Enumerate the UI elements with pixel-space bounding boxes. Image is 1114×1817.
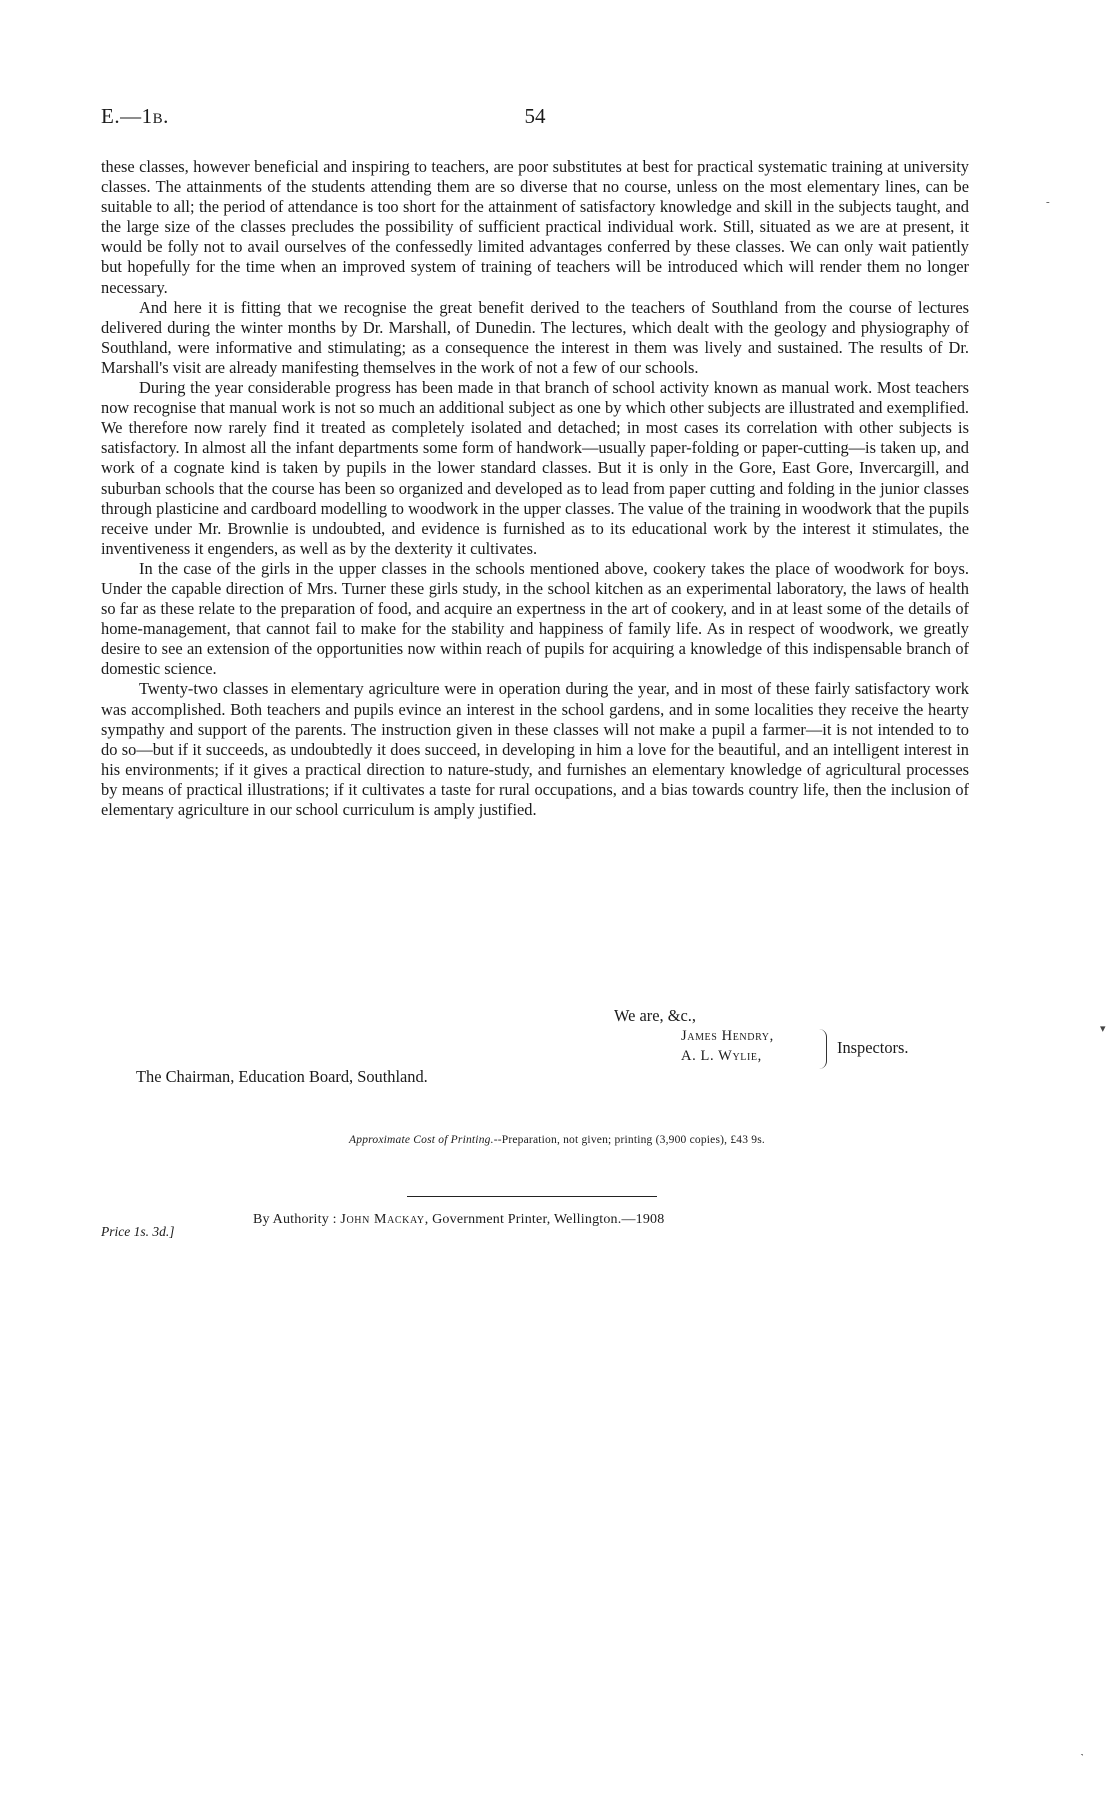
scan-speck: ˺	[1080, 1752, 1084, 1764]
printing-cost-label: Approximate Cost of Printing.	[349, 1134, 494, 1146]
paragraph: During the year considerable progress has been made in that branch of school activity known as manual work. Most teachers now recognise that manual work is not so much an additional subject as one by which other subjects are illustrated and exemplified. We therefore now rarely find it treated as completely isolated and detached; in most cases its correlation with other subjects is satisfactory. In almost all the infant departments some form of handwork—usually paper-folding or paper-cutting—is taken up, and work of a cognate kind is taken by pupils in the lower standard classes. But it is only in the Gore, East Gore, Invercargill, and suburban schools that the course has been so organized and developed as to lead from paper cutting and folding in the junior classes through plasticine and cardboard modelling to woodwork in the upper classes. The value of the training in woodwork that the pupils receive under Mr. Brownlie is undoubted, and evidence is furnished as to its educational work by the interest it stimulates, the inventiveness it engenders, as well as by the dexterity it cultivates.	[101, 378, 969, 558]
printing-cost-detail: --Preparation, not given; printing (3,900 copies), £43 9s.	[493, 1134, 765, 1146]
signatory-name: James Hendry,	[681, 1028, 774, 1044]
paragraph: And here it is fitting that we recognise the great benefit derived to the teachers of Southland from the course of lectures delivered during the winter months by Dr. Marshall, of Dunedin. The lectures, which dealt with the geology and physiography of Southland, were informative and stimulating; as a consequence the interest in them was lively and sustained. The results of Dr. Marshall's visit are already manifesting themselves in the work of not a few of our schools.	[101, 297, 969, 377]
scan-speck: -	[1046, 196, 1050, 208]
signatory-names	[681, 1026, 774, 1066]
report-body	[101, 157, 969, 820]
divider-rule	[407, 1196, 657, 1197]
printing-cost-note	[0, 1134, 1114, 1146]
paragraph: In the case of the girls in the upper classes in the schools mentioned above, cookery takes the place of woodwork for boys. Under the capable direction of Mrs. Turner these girls study, in the school kitchen as an experimental laboratory, the laws of health so far as these relate to the preparation of food, and acquire an expertness in the art of cookery, and in at least some of the details of home-management, that cannot fail to make for the stability and happiness of family life. As in respect of woodwork, we greatly desire to see an extension of the opportunities now within reach of pupils for acquiring a knowledge of this indispensable branch of domestic science.	[101, 558, 969, 679]
printer-name: John Mackay	[340, 1212, 425, 1227]
signature-block	[681, 1026, 961, 1074]
price-note: Price 1s. 3d.]	[101, 1224, 175, 1239]
page-header	[101, 104, 969, 132]
addressee: The Chairman, Education Board, Southland.	[136, 1067, 428, 1086]
scan-speck: ▾	[1100, 1023, 1106, 1035]
document-reference: E.—1B.	[101, 104, 169, 128]
grouping-brace	[819, 1029, 827, 1069]
printer-imprint	[253, 1212, 664, 1228]
imprint-prefix: By Authority :	[253, 1212, 337, 1227]
imprint-suffix: , Government Printer, Wellington.—1908	[424, 1212, 665, 1227]
paragraph: these classes, however beneficial and inspiring to teachers, are poor substitutes at best for practical systematic training at university classes. The attainments of the students attending them are so diverse that no course, unless on the most elementary lines, can be suitable to all; the period of attendance is too short for the attainment of satisfactory knowledge and skill in the subjects taught, and the large size of the classes precludes the possibility of sufficient practical individual work. Still, situated as we are at present, it would be folly not to avail ourselves of the confessedly limited advantages conferred by these classes. We can only wait patiently but hopefully for the time when an improved system of training of teachers will be introduced which will render them no longer necessary.	[101, 157, 969, 297]
signatory-role: Inspectors.	[837, 1038, 909, 1057]
closing-salutation: We are, &c.,	[614, 1006, 696, 1025]
page-number: 54	[524, 104, 546, 128]
paragraph: Twenty-two classes in elementary agriculture were in operation during the year, and in most of these fairly satisfactory work was accomplished. Both teachers and pupils evince an interest in the school gardens, and in some localities they receive the hearty sympathy and support of the parents. The instruction given in these classes will not make a pupil a farmer—it is not intended to to do so—but if it succeeds, as undoubtedly it does succeed, in developing in him a love for the beautiful, and an intelligent interest in his environments; if it gives a practical direction to nature-study, and furnishes an elementary knowledge of agricultural processes by means of practical illustrations; if it cultivates a taste for rural occupations, and a bias towards country life, then the inclusion of elementary agriculture in our school curriculum is amply justified.	[101, 679, 969, 819]
signatory-name: A. L. Wylie,	[681, 1048, 762, 1064]
